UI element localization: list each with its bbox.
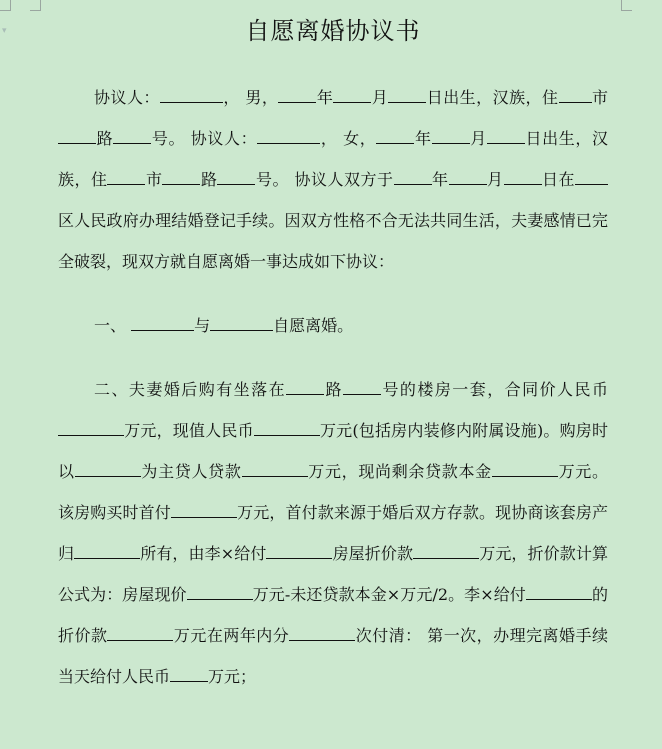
fill-blank[interactable]: [289, 626, 355, 641]
fill-blank[interactable]: [160, 88, 223, 103]
fill-blank[interactable]: [504, 170, 542, 185]
text: 的折价款: [58, 585, 608, 645]
text: 号。 协议人：: [151, 129, 258, 148]
fill-blank[interactable]: [257, 129, 320, 144]
fill-blank[interactable]: [413, 544, 479, 559]
fill-blank[interactable]: [242, 462, 308, 477]
text: 万元，现值人民币: [124, 421, 254, 440]
text: 路: [200, 170, 218, 189]
fill-blank[interactable]: [278, 88, 316, 103]
fill-blank[interactable]: [58, 421, 124, 436]
text: 月: [486, 170, 504, 189]
document-title: 自愿离婚协议书: [245, 17, 421, 45]
text: 市: [145, 170, 163, 189]
caret-icon: ▾: [2, 26, 7, 36]
fill-blank[interactable]: [75, 462, 141, 477]
text: 号。 协议人双方于: [255, 170, 394, 189]
text: 万元(包括房内装修内附属设施)。购房时以: [58, 421, 608, 481]
text: 万元-未还贷款本金×万元/2。李×给付: [252, 585, 526, 604]
paragraph-clause-1: [58, 305, 608, 346]
fill-blank[interactable]: [343, 380, 381, 395]
fill-blank[interactable]: [376, 129, 414, 144]
text: 万元，现尚剩余贷款本金: [307, 462, 492, 481]
page-corner-mark: [621, 0, 632, 11]
fill-blank[interactable]: [559, 88, 592, 103]
text: 为主贷人贷款: [140, 462, 242, 481]
text: 房屋折价款: [332, 544, 414, 563]
fill-blank[interactable]: [449, 170, 487, 185]
text: 年: [431, 170, 449, 189]
fill-blank[interactable]: [487, 129, 525, 144]
fill-blank[interactable]: [58, 129, 96, 144]
text: 月: [469, 129, 487, 148]
text: 日出生，汉族，住: [426, 88, 559, 107]
clause-number: 一、: [94, 316, 132, 335]
text: 市: [591, 88, 608, 107]
fill-blank[interactable]: [162, 170, 200, 185]
text: 万元；: [208, 667, 257, 686]
fill-blank[interactable]: [107, 626, 173, 641]
text: 协议人：: [94, 88, 160, 107]
paragraph-clause-2: [58, 369, 608, 697]
text: 万元在两年内分: [173, 626, 290, 645]
text: 月: [371, 88, 389, 107]
text: 二、夫妻婚后购有坐落在: [94, 380, 287, 399]
fill-blank[interactable]: [394, 170, 432, 185]
fill-blank[interactable]: [170, 667, 208, 682]
text: 万元，折价款计算公式为：房屋现价: [58, 544, 608, 604]
fill-blank[interactable]: [388, 88, 426, 103]
text: 万元。该房购买时首付: [58, 462, 608, 522]
fill-blank[interactable]: [131, 316, 194, 331]
fill-blank[interactable]: [333, 88, 371, 103]
fill-blank[interactable]: [187, 585, 253, 600]
text: 号的楼房一套，合同价人民币: [380, 380, 608, 399]
text: 年: [414, 129, 432, 148]
fill-blank[interactable]: [113, 129, 151, 144]
text: 日在: [541, 170, 575, 189]
paragraph-parties: [58, 77, 608, 282]
page-corner-mark: [30, 0, 41, 11]
text: 次付清： 第一次，办理完离婚手续当天给付人民币: [58, 626, 608, 686]
text: 万元，首付款来源于婚后双方存款。现协商该套房产归: [58, 503, 608, 563]
text: ， 女，: [320, 129, 377, 148]
text: 日出生，汉族，住: [58, 129, 608, 189]
fill-blank[interactable]: [575, 170, 608, 185]
fill-blank[interactable]: [171, 503, 237, 518]
text: 年: [316, 88, 334, 107]
fill-blank[interactable]: [286, 380, 324, 395]
fill-blank[interactable]: [266, 544, 332, 559]
text: 与: [194, 316, 211, 335]
fill-blank[interactable]: [107, 170, 145, 185]
fill-blank[interactable]: [432, 129, 470, 144]
text: 路: [324, 380, 343, 399]
fill-blank[interactable]: [492, 462, 558, 477]
document-page[interactable]: [58, 0, 608, 697]
page-corner-mark: [0, 0, 11, 11]
text: 所有，由李×给付: [140, 544, 267, 563]
fill-blank[interactable]: [217, 170, 255, 185]
fill-blank[interactable]: [74, 544, 140, 559]
fill-blank[interactable]: [210, 316, 273, 331]
text: 路: [96, 129, 114, 148]
fill-blank[interactable]: [254, 421, 320, 436]
fill-blank[interactable]: [526, 585, 592, 600]
text: 自愿离婚。: [273, 316, 354, 335]
text: 区人民政府办理结婚登记手续。因双方性格不合无法共同生活，夫妻感情已完全破裂，现双方就自愿离婚一事达成如下协议：: [58, 211, 608, 271]
text: ， 男，: [222, 88, 279, 107]
